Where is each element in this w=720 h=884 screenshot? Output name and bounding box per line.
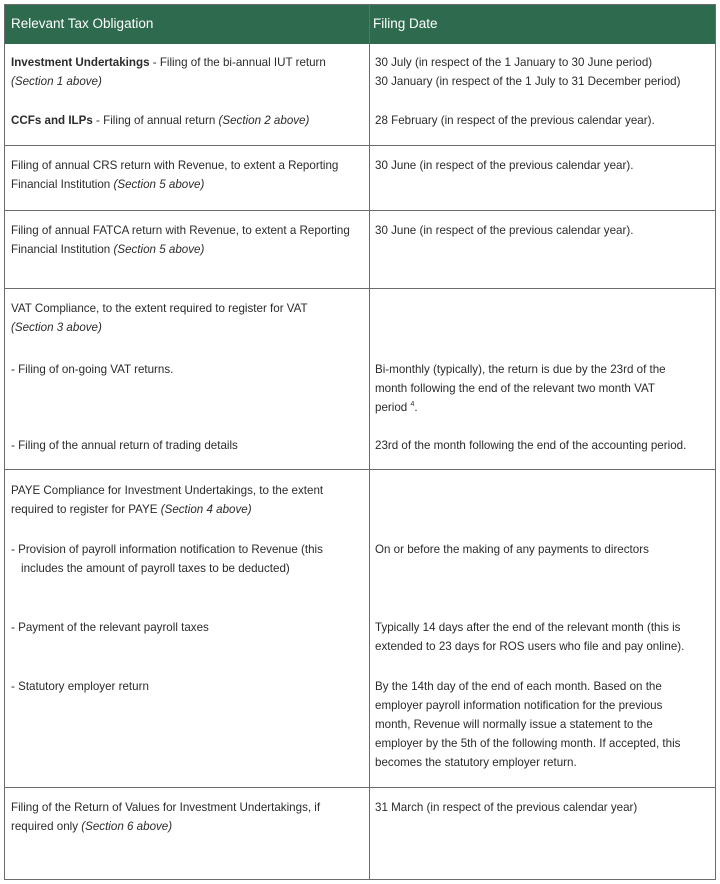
ccf-section-ref: (Section 2 above) [218,114,310,127]
ccf-obligation-text: - Filing of annual return [92,114,219,127]
crs-obligation-text: Financial Institution [11,178,114,191]
values-obligation-text: required only [11,820,82,833]
fatca-obligation-line-2 [11,240,204,259]
footnote-marker: 4 [410,401,415,409]
column-divider [369,5,370,879]
header-relevant-tax-obligation: Relevant Tax Obligation [11,16,154,31]
paye-payment-date-line-1: Typically 14 days after the end of the relevant month (this is [375,621,681,634]
vat-trading-details-date: 23rd of the month following the end of the accounting period. [375,439,687,452]
paye-statutory-date-line-3: month, Revenue will normally issue a statement to the [375,718,653,731]
vat-ongoing-date-line-1: Bi-monthly (typically), the return is due by the 23rd of the [375,363,666,376]
header-filing-date: Filing Date [373,16,438,31]
values-obligation-line-1: Filing of the Return of Values for Investment Undertakings, if [11,801,321,814]
paye-statutory-date-line-4: employer by the 5th of the following month. If accepted, this [375,737,681,750]
crs-section-ref: (Section 5 above) [113,178,205,191]
vat-ongoing-date-period: period [375,401,408,414]
paye-item-payroll-notification: - Provision of payroll information notification to Revenue (this [11,543,323,556]
row-divider [5,469,715,470]
paye-section-ref: (Section 4 above) [160,503,252,516]
ccf-filing-date: 28 February (in respect of the previous calendar year). [375,114,655,127]
values-filing-date: 31 March (in respect of the previous calendar year) [375,801,638,814]
paye-payroll-notification-date: On or before the making of any payments to directors [375,543,649,556]
crs-obligation-line-1: Filing of annual CRS return with Revenue, to extent a Reporting [11,159,339,172]
iut-filing-date-1: 30 July (in respect of the 1 January to 30 June period) [375,56,653,69]
vat-item-trading-details: - Filing of the annual return of trading details [11,439,238,452]
row-divider [5,787,715,788]
vat-obligation-title: VAT Compliance, to the extent required to register for VAT [11,302,308,315]
paye-obligation-title-line-2 [11,500,252,519]
paye-obligation-title-line-1: PAYE Compliance for Investment Undertakings, to the extent [11,484,324,497]
fatca-section-ref: (Section 5 above) [113,243,205,256]
iut-obligation-title: Investment Undertakings [11,56,150,69]
table-header [5,5,715,44]
vat-section-ref: (Section 3 above) [11,321,102,334]
ccf-obligation-title: CCFs and ILPs [11,114,93,127]
paye-payment-date-line-2: extended to 23 days for ROS users who file and pay online). [375,640,685,653]
paye-item-payroll-notification-line-2: includes the amount of payroll taxes to be deducted) [21,562,290,575]
crs-filing-date: 30 June (in respect of the previous calendar year). [375,159,634,172]
paye-statutory-date-line-5: becomes the statutory employer return. [375,756,577,769]
iut-obligation [11,53,326,72]
row-divider [5,288,715,289]
fatca-obligation-text: Financial Institution [11,243,114,256]
iut-section-ref: (Section 1 above) [11,75,102,88]
values-section-ref: (Section 6 above) [81,820,173,833]
vat-ongoing-date-end: . [414,401,418,414]
paye-obligation-text: required to register for PAYE [11,503,161,516]
ccf-obligation [11,111,309,130]
paye-statutory-date-line-1: By the 14th day of the end of each month. Based on the [375,680,662,693]
fatca-filing-date: 30 June (in respect of the previous calendar year). [375,224,634,237]
tax-obligations-table [4,4,716,880]
iut-obligation-text: - Filing of the bi-annual IUT return [149,56,326,69]
vat-item-ongoing-returns: - Filing of on-going VAT returns. [11,363,174,376]
row-divider [5,145,715,146]
paye-item-statutory-return: - Statutory employer return [11,680,149,693]
crs-obligation-line-2 [11,175,204,194]
fatca-obligation-line-1: Filing of annual FATCA return with Revenue, to extent a Reporting [11,224,350,237]
paye-statutory-date-line-2: employer payroll information notification for the previous [375,699,663,712]
iut-filing-date-2: 30 January (in respect of the 1 July to 31 December period) [375,75,681,88]
vat-ongoing-date-line-2: month following the end of the relevant two month VAT [375,382,655,395]
vat-ongoing-date-line-3 [375,398,418,417]
paye-item-payment: - Payment of the relevant payroll taxes [11,621,209,634]
values-obligation-line-2 [11,817,172,836]
row-divider [5,210,715,211]
